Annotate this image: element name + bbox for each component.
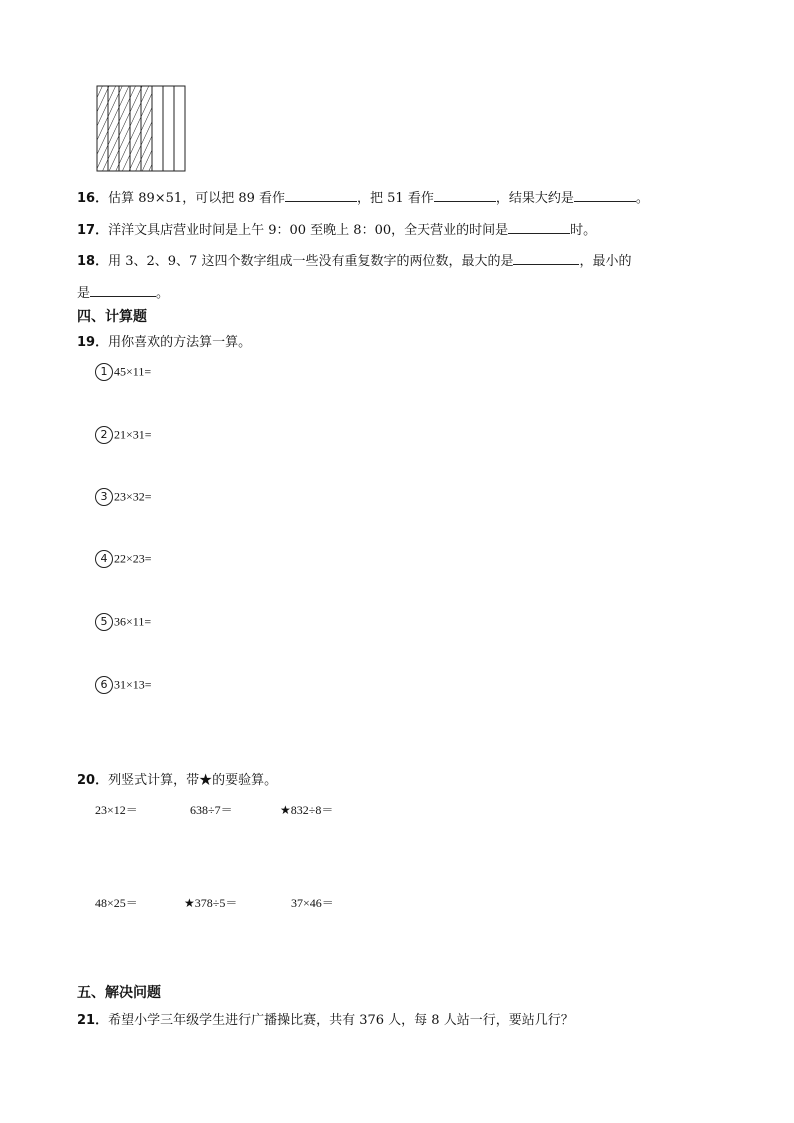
answer-blank[interactable]: [513, 250, 579, 265]
question-text: ，最小的: [579, 254, 632, 269]
calc-item-6: [95, 676, 152, 694]
circled-number: 5: [95, 613, 113, 631]
calc-expression: 31×13=: [114, 677, 152, 692]
vertical-calc-6: 37×46＝: [291, 896, 334, 910]
question-text: 列竖式计算，带★的要验算。: [108, 773, 278, 788]
section-title-calculation: 四、计算题: [77, 309, 147, 325]
vertical-calc-2: 638÷7＝: [190, 803, 233, 817]
question-17: [77, 219, 596, 238]
shaded-strip: [108, 86, 119, 171]
answer-blank[interactable]: [90, 282, 156, 297]
question-text: 希望小学三年级学生进行广播操比赛，共有 376 人，每 8 人站一行，要站几行？: [108, 1013, 574, 1028]
shaded-strip: [119, 86, 130, 171]
question-text: 是: [77, 286, 91, 301]
question-21: [77, 1009, 574, 1028]
calc-item-2: [95, 426, 152, 444]
question-19: [77, 331, 251, 350]
fraction-strip-figure: [96, 85, 188, 173]
question-20: [77, 769, 277, 788]
shaded-strip: [130, 86, 141, 171]
calc-expression: 21×31=: [114, 427, 152, 442]
question-number: 16．: [77, 191, 109, 206]
question-16: [77, 187, 649, 206]
question-number: 18．: [77, 254, 109, 269]
section-title-problem-solving: 五、解决问题: [77, 985, 161, 1001]
answer-blank[interactable]: [574, 187, 636, 202]
answer-blank[interactable]: [434, 187, 496, 202]
vertical-calc-4: 48×25＝: [95, 896, 138, 910]
circled-number: 2: [95, 426, 113, 444]
question-text: 估算 89×51，可以把 89 看作: [108, 191, 286, 206]
question-text: 洋洋文具店营业时间是上午 9：00 至晚上 8：00，全天营业的时间是: [108, 223, 509, 238]
circled-number: 6: [95, 676, 113, 694]
question-text: ，结果大约是: [495, 191, 574, 206]
question-number: 20．: [77, 773, 109, 788]
question-18-continued: [77, 282, 169, 301]
vertical-calc-3: ★832÷8＝: [280, 803, 334, 817]
unshaded-strip: [174, 86, 185, 171]
calc-expression: 36×11=: [114, 614, 152, 629]
calc-item-5: [95, 613, 151, 631]
question-text: ，把 51 看作: [357, 191, 434, 206]
question-number: 21．: [77, 1013, 109, 1028]
circled-number: 4: [95, 550, 113, 568]
shaded-strip: [141, 86, 152, 171]
answer-blank[interactable]: [285, 187, 357, 202]
question-number: 19．: [77, 335, 109, 350]
question-text: 。: [635, 191, 649, 206]
question-text: 用你喜欢的方法算一算。: [108, 335, 252, 350]
question-text: 。: [156, 286, 170, 301]
unshaded-strip: [163, 86, 174, 171]
calc-item-4: [95, 550, 152, 568]
vertical-calc-1: 23×12＝: [95, 803, 138, 817]
calc-expression: 23×32=: [114, 489, 152, 504]
circled-number: 1: [95, 363, 113, 381]
question-text: 用 3、2、9、7 这四个数字组成一些没有重复数字的两位数，最大的是: [108, 254, 514, 269]
calc-item-3: [95, 488, 152, 506]
vertical-calc-5: ★378÷5＝: [184, 896, 238, 910]
question-text: 时。: [570, 223, 597, 238]
unshaded-strip: [152, 86, 163, 171]
circled-number: 3: [95, 488, 113, 506]
calc-item-1: [95, 363, 151, 381]
answer-blank[interactable]: [508, 219, 570, 234]
question-number: 17．: [77, 223, 109, 238]
calc-expression: 22×23=: [114, 551, 152, 566]
question-18: [77, 250, 631, 269]
shaded-strip: [97, 86, 108, 171]
calc-expression: 45×11=: [114, 364, 152, 379]
